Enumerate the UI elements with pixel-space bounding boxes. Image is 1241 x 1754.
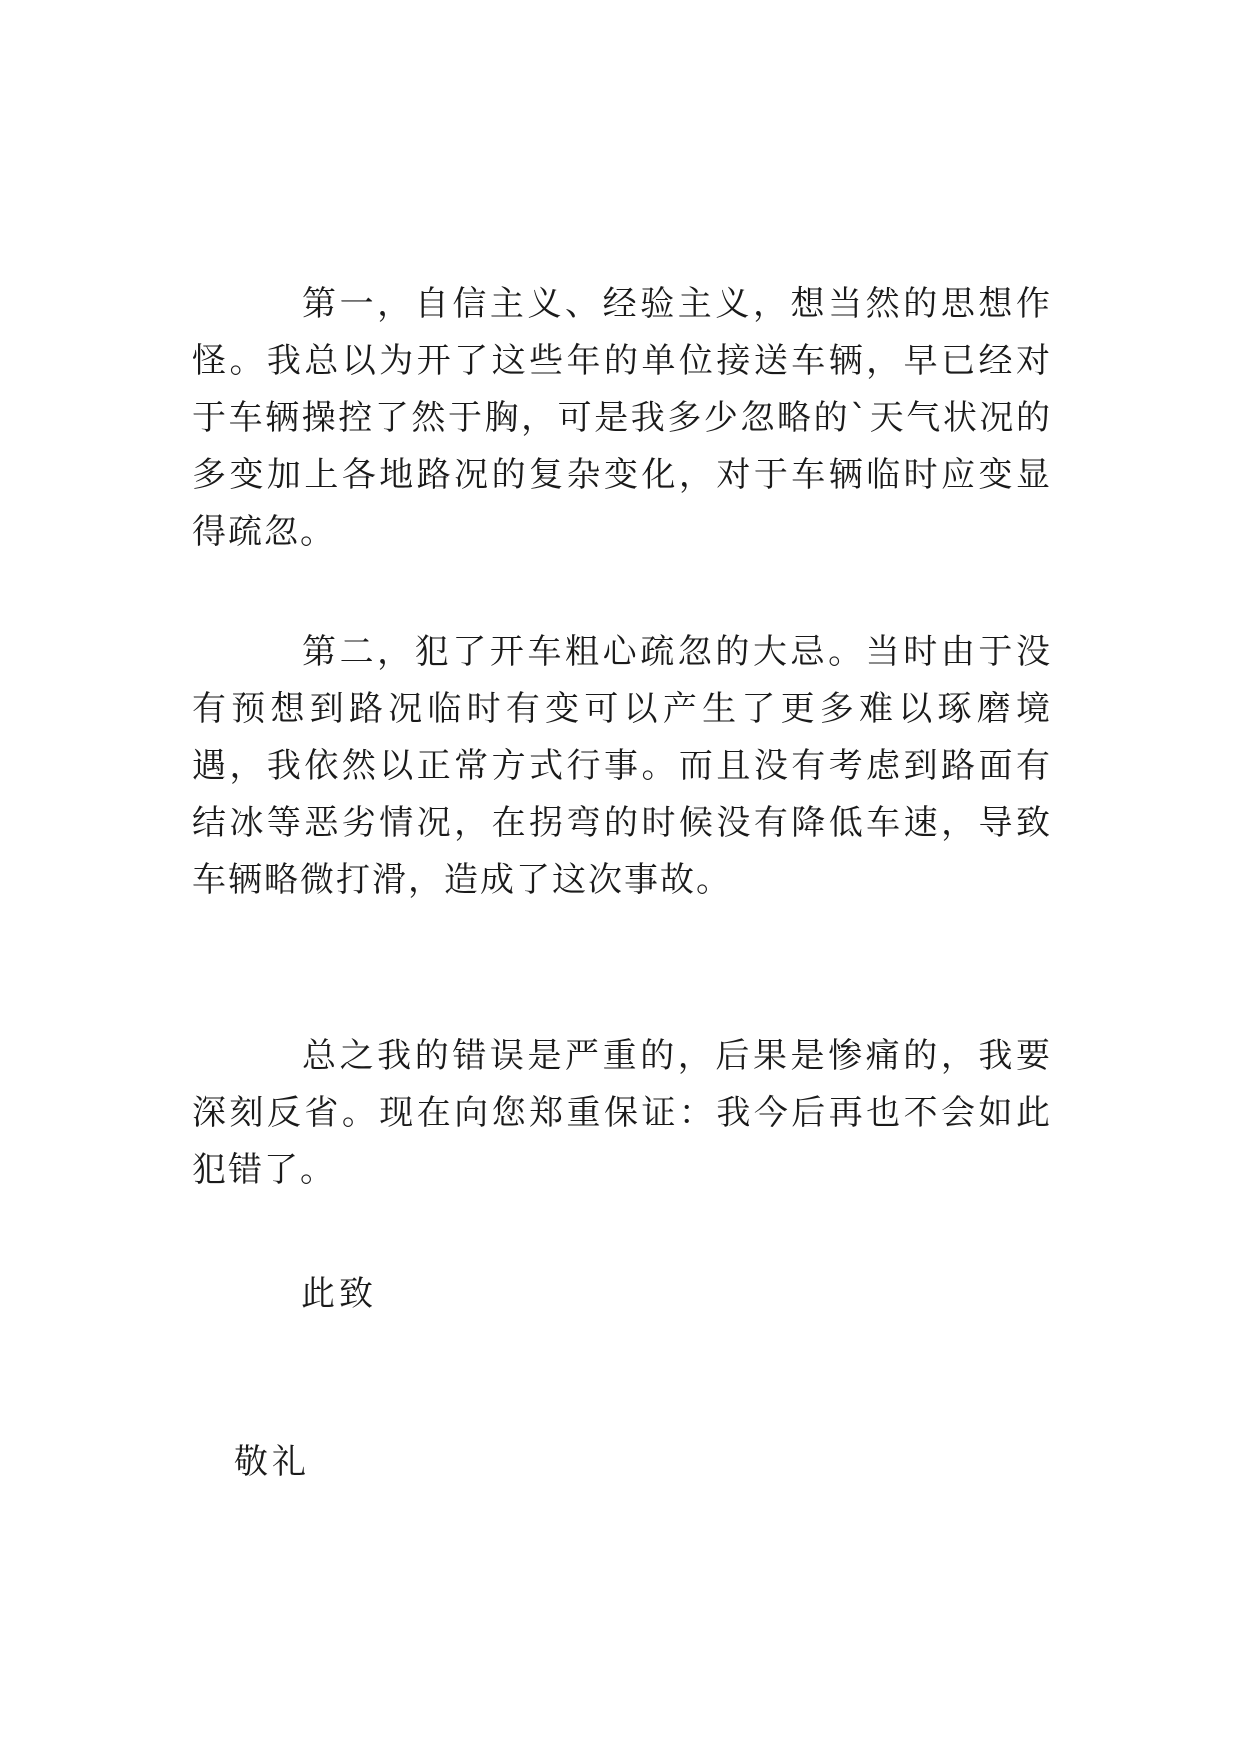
closing-salutation: 此致	[301, 1274, 377, 1314]
paragraph-conclusion: 总之我的错误是严重的，后果是惨痛的，我要深刻反省。现在向您郑重保证：我今后再也不会如此犯错了。	[192, 1036, 1052, 1190]
paragraph-second-point: 第二，犯了开车粗心疏忽的大忌。当时由于没有预想到路况临时有变可以产生了更多难以琢磨境遇，我依然以正常方式行事。而且没有考虑到路面有结冰等恶劣情况，在拐弯的时候没有降低车速，导致车辆略微打滑，造成了这次事故。	[192, 632, 1052, 900]
closing-regards: 敬礼	[234, 1442, 310, 1482]
paragraph-first-point: 第一，自信主义、经验主义，想当然的思想作怪。我总以为开了这些年的单位接送车辆，早已经对于车辆操控了然于胸，可是我多少忽略的`天气状况的多变加上各地路况的复杂变化，对于车辆临时应变显得疏忽。	[192, 284, 1052, 552]
